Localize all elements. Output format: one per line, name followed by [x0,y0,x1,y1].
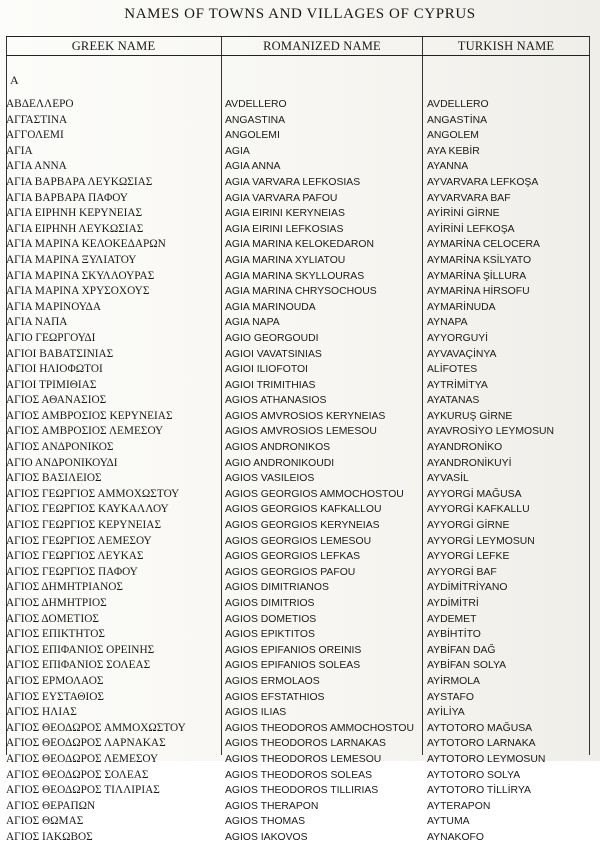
table-row [6,253,590,269]
turkish-name-cell: AYTOTORO TİLLİRYA [427,785,531,797]
greek-name-cell: ΑΓΙΟΣ ΘΕΟΔΩΡΟΣ ΤΙΛΛΙΡΙΑΣ [6,784,160,797]
turkish-name-cell: ANGASTİNA [427,114,488,126]
turkish-name-cell: AYYORGİ LEYMOSUN [427,535,535,547]
greek-name-cell: ΑΓΓΑΣΤΙΝΑ [6,113,68,126]
turkish-name-cell: AYİRMOLA [427,675,480,687]
table-row [6,191,590,207]
romanized-name-cell: AVDELLERO [225,99,287,110]
table-row [6,159,590,175]
turkish-name-cell: AYBİHTİTO [427,629,481,641]
romanized-name-cell: AGIOS ILIAS [225,707,287,719]
romanized-name-cell: AGIA MARINOUDA [225,301,316,313]
table-row [6,799,590,815]
greek-name-cell: ΑΓΙΑ ΜΑΡΙΝΑ ΧΡΥΣΟΧΟΥΣ [6,285,150,298]
table-row [6,814,590,830]
romanized-name-cell: AGIOS DIMITRIANOS [225,582,329,594]
romanized-name-cell: ANGASTINA [225,114,286,126]
romanized-name-cell: AGIA MARINA KELOKEDARON [225,239,374,251]
table-row [6,643,590,659]
table-row [6,284,590,300]
greek-name-cell: ΑΓΙΟΣ ΓΕΩΡΓΙΟΣ ΠΑΦΟΥ [6,565,138,578]
greek-name-cell: ΑΓΙΑ ΕΙΡΗΝΗ ΛΕΥΚΩΣΙΑΣ [6,222,144,235]
table-row [6,502,590,518]
greek-name-cell: ΑΓΙΑ ΒΑΡΒΑΡΑ ΠΑΦΟΥ [6,191,128,204]
table-row [6,627,590,643]
greek-name-cell: ΑΓΙΑ ΜΑΡΙΝΟΥΔΑ [6,300,101,313]
table-row [6,518,590,534]
table-row [6,705,590,721]
greek-name-cell: ΑΓΙΑ ΜΑΡΙΝΑ ΚΕΛΟΚΕΔΑΡΩΝ [6,238,166,251]
romanized-name-cell: AGIOS THEODOROS LEMESOU [225,753,382,765]
turkish-name-cell: AYYORGİ BAF [427,566,497,578]
turkish-name-cell: AYANDRONİKUYİ [427,457,512,469]
turkish-name-cell: AYNAPA [427,317,468,329]
romanized-name-cell: AGIOI VAVATSINIAS [225,348,322,360]
turkish-name-cell: ANGOLEM [427,130,479,142]
table-row [6,175,590,191]
romanized-name-cell: AGIOS THEODOROS TILLIRIAS [225,785,379,797]
greek-name-cell: ΑΓΙΟΣ ΙΑΚΩΒΟΣ [6,830,93,843]
table-row [6,331,590,347]
romanized-name-cell: AGIOS GEORGIOS PAFOU [225,566,356,578]
table-row [6,768,590,784]
romanized-name-cell: AGIA VARVARA LEFKOSIAS [225,176,361,188]
greek-name-cell: ΑΓΙΟΣ ΑΜΒΡΟΣΙΟΣ ΚΕΡΥΝΕΙΑΣ [6,409,173,422]
turkish-name-cell: AYMARİNA HİRSOFU [427,286,530,298]
column-header-greek: GREEK NAME [71,39,156,53]
turkish-name-cell: AYYORGİ LEFKE [427,551,510,563]
turkish-name-cell: AYİRİNİ GİRNE [427,208,500,220]
romanized-name-cell: AGIOS GEORGIOS LEMESOU [225,535,372,547]
greek-name-cell: ΑΓΙΟΣ ΕΡΜΟΛΑΟΣ [6,674,104,687]
table-body [6,97,590,846]
table-row [6,206,590,222]
table-row [6,736,590,752]
romanized-name-cell: AGIA MARINA CHRYSOCHOUS [225,286,377,298]
romanized-name-cell: AGIA MARINA SKYLLOURAS [225,270,365,282]
romanized-name-cell: AGIOS GEORGIOS LEFKAS [225,551,361,563]
turkish-name-cell: AVDELLERO [427,99,489,110]
table-row [6,690,590,706]
greek-name-cell: ΑΓΙΟΣ ΓΕΩΡΓΙΟΣ ΚΑΥΚΑΛΛΟΥ [6,503,169,516]
table-row [6,721,590,737]
greek-name-cell: ΑΓΙΟΣ ΕΠΙΦΑΝΙΟΣ ΣΟΛΕΑΣ [6,659,151,672]
greek-name-cell: ΑΓΙΟΣ ΒΑΣΙΛΕΙΟΣ [6,472,102,485]
turkish-name-cell: AYANNA [427,161,469,173]
turkish-name-cell: AYSTAFO [427,691,474,703]
table-row [6,565,590,581]
table-row [6,424,590,440]
table-row [6,487,590,503]
greek-name-cell: ΑΓΙΟΣ ΓΕΩΡΓΙΟΣ ΛΕΜΕΣΟΥ [6,534,152,547]
turkish-name-cell: AYA KEBİR [427,145,480,157]
greek-name-cell: ΑΓΙΟΣ ΑΘΑΝΑΣΙΟΣ [6,394,107,407]
romanized-name-cell: AGIOS THERAPON [225,800,319,812]
romanized-name-cell: AGIOS EPIFANIOS SOLEAS [225,660,361,672]
greek-name-cell: ΑΓΙΟΣ ΓΕΩΡΓΙΟΣ ΑΜΜΟΧΩΣΤΟΥ [6,487,180,500]
turkish-name-cell: ALİFOTES [427,364,478,376]
table-row [6,128,590,144]
turkish-name-cell: AYİRİNİ LEFKOŞA [427,223,515,235]
greek-name-cell: ΑΓΙΑ ΜΑΡΙΝΑ ΞΥΛΙΑΤΟΥ [6,253,137,266]
romanized-name-cell: AGIOS GEORGIOS AMMOCHOSTOU [225,488,404,500]
romanized-name-cell: AGIOS GEORGIOS KAFKALLOU [225,504,382,516]
table-row [6,471,590,487]
table-row [6,596,590,612]
greek-name-cell: ΑΓΙΟ ΓΕΩΡΓΟΥΔΙ [6,331,96,344]
turkish-name-cell: AYNAKOFO [427,831,484,843]
header-rule [6,55,590,56]
romanized-name-cell: AGIO GEORGOUDI [225,332,319,344]
greek-name-cell: ΑΓΙΟΣ ΕΠΙΚΤΗΤΟΣ [6,628,105,641]
table-row [6,362,590,378]
turkish-name-cell: AYTOTORO MAĞUSA [427,722,533,734]
greek-name-cell: ΑΓΙΑ ΜΑΡΙΝΑ ΣΚΥΛΛΟΥΡΑΣ [6,269,155,282]
turkish-name-cell: AYTERAPON [427,800,491,812]
turkish-name-cell: AYBİFAN DAĞ [427,644,496,656]
turkish-name-cell: AYBİFAN SOLYA [427,660,507,672]
turkish-name-cell: AYVAVAÇİNYA [427,348,497,360]
greek-name-cell: ΑΓΙΟΣ ΘΕΟΔΩΡΟΣ ΣΟΛΕΑΣ [6,768,149,781]
romanized-name-cell: AGIA VARVARA PAFOU [225,192,338,204]
table-row [6,222,590,238]
greek-name-cell: ΑΓΙΑ ΕΙΡΗΝΗ ΚΕΡΥΝΕΙΑΣ [6,207,143,220]
romanized-name-cell: AGIOS AMVROSIOS LEMESOU [225,426,377,438]
greek-name-cell: ΑΓΙΟΙ ΒΑΒΑΤΣΙΝΙΑΣ [6,347,114,360]
table-row [6,237,590,253]
greek-name-cell: ΑΓΙΑ ΑΝΝΑ [6,160,67,173]
greek-name-cell: ΑΓΙΟΣ ΗΛΙΑΣ [6,706,77,719]
romanized-name-cell: AGIOS ATHANASIOS [225,395,327,407]
turkish-name-cell: AYANDRONİKO [427,442,503,454]
greek-name-cell: ΑΓΙΟΣ ΓΕΩΡΓΙΟΣ ΛΕΥΚΑΣ [6,550,144,563]
table-row [6,409,590,425]
column-header-romanized: ROMANIZED NAME [263,39,381,53]
table-row [6,113,590,129]
greek-name-cell: ΑΓΙΑ ΒΑΡΒΑΡΑ ΛΕΥΚΩΣΙΑΣ [6,175,153,188]
turkish-name-cell: AYYORGİ MAĞUSA [427,488,522,500]
greek-name-cell: ΑΓΙΑ [6,144,33,157]
romanized-name-cell: AGIOS THOMAS [225,816,306,828]
romanized-name-cell: AGIOS THEODOROS SOLEAS [225,769,373,781]
romanized-name-cell: AGIOI TRIMITHIAS [225,379,316,391]
romanized-name-cell: AGIOS DOMETIOS [225,613,317,625]
turkish-name-cell: AYMARİNUDA [427,301,496,313]
table-row [6,97,590,113]
column-header-turkish: TURKISH NAME [457,39,555,53]
greek-name-cell: ΑΓΙΟΙ ΗΛΙΟΦΩΤΟΙ [6,363,103,376]
table-row [6,612,590,628]
romanized-name-cell: AGIO ANDRONIKOUDI [225,457,335,469]
turkish-name-cell: AYMARİNA KSİLYATO [427,254,532,266]
romanized-name-cell: AGIA MARINA XYLIATOU [225,254,346,266]
romanized-name-cell: AGIOS ERMOLAOS [225,675,320,687]
greek-name-cell: ΑΒΔΕΛΛΕΡΟ [6,98,74,110]
greek-name-cell: ΑΓΙΟΣ ΘΕΡΑΠΩΝ [6,799,96,812]
greek-name-cell: ΑΓΙΟ ΑΝΔΡΟΝΙΚΟΥΔΙ [6,456,118,469]
table-row [6,580,590,596]
romanized-name-cell: AGIOS EFSTATHIOS [225,691,325,703]
table-row [6,783,590,799]
turkish-name-cell: AYDİMİTRİ [427,598,479,609]
greek-name-cell: ΑΓΙΟΣ ΕΥΣΤΑΘΙΟΣ [6,690,104,703]
turkish-name-cell: AYDİMİTRİYANO [427,582,508,594]
romanized-name-cell: AGIA EIRINI KERYNEIAS [225,208,345,220]
romanized-name-cell: AGIOS ANDRONIKOS [225,442,331,454]
romanized-name-cell: AGIOS DIMITRIOS [225,598,315,609]
table-row [6,752,590,768]
turkish-name-cell: AYVASİL [427,473,469,485]
turkish-name-cell: AYATANAS [427,395,480,407]
greek-name-cell: ΑΓΙΑ ΝΑΠΑ [6,316,68,329]
turkish-name-cell: AYYORGİ KAFKALLU [427,504,530,516]
table-row [6,269,590,285]
greek-name-cell: ΑΓΓΟΛΕΜΙ [6,129,64,142]
greek-name-cell: ΑΓΙΟΣ ΘΩΜΑΣ [6,815,84,828]
greek-name-cell: ΑΓΙΟΣ ΘΕΟΔΩΡΟΣ ΑΜΜΟΧΩΣΤΟΥ [6,721,186,734]
turkish-name-cell: AYVARVARA BAF [427,192,511,204]
table-row [6,534,590,550]
romanized-name-cell: AGIA ANNA [225,161,281,173]
turkish-name-cell: AYYORGUYİ [427,332,489,344]
turkish-name-cell: AYTOTORO SOLYA [427,769,521,781]
greek-name-cell: ΑΓΙΟΣ ΘΕΟΔΩΡΟΣ ΛΑΡΝΑΚΑΣ [6,737,166,750]
turkish-name-cell: AYTOTORO LEYMOSUN [427,753,546,765]
table-row [6,658,590,674]
greek-name-cell: ΑΓΙΟΣ ΔΗΜΗΤΡΙΟΣ [6,597,107,609]
turkish-name-cell: AYAVROSİYO LEYMOSUN [427,426,555,438]
table-row [6,549,590,565]
romanized-name-cell: AGIA [225,145,250,157]
greek-name-cell: ΑΓΙΟΣ ΑΜΒΡΟΣΙΟΣ ΛΕΜΕΣΟΥ [6,425,164,438]
turkish-name-cell: AYVARVARA LEFKOŞA [427,176,539,188]
table-row [6,315,590,331]
turkish-name-cell: AYTRİMİTYA [427,379,488,391]
romanized-name-cell: AGIA EIRINI LEFKOSIAS [225,223,344,235]
romanized-name-cell: AGIOS AMVROSIOS KERYNEIAS [225,410,386,422]
greek-name-cell: ΑΓΙΟΣ ΓΕΩΡΓΙΟΣ ΚΕΡΥΝΕΙΑΣ [6,519,162,532]
turkish-name-cell: AYKURUŞ GİRNE [427,410,513,422]
greek-name-cell: ΑΓΙΟΣ ΕΠΙΦΑΝΙΟΣ ΟΡΕΙΝΗΣ [6,643,155,656]
names-table [6,36,590,843]
turkish-name-cell: AYTUMA [427,816,470,828]
table-row [6,440,590,456]
greek-name-cell: ΑΓΙΟΣ ΔΟΜΕΤΙΟΣ [6,612,99,625]
romanized-name-cell: AGIOS THEODOROS AMMOCHOSTOU [225,722,414,734]
romanized-name-cell: AGIOS EPIKTITOS [225,629,315,641]
table-row [6,393,590,409]
romanized-name-cell: AGIOS THEODOROS LARNAKAS [225,738,386,750]
greek-name-cell: ΑΓΙΟΙ ΤΡΙΜΙΘΙΑΣ [6,378,97,391]
page-title: NAMES OF TOWNS AND VILLAGES OF CYPRUS [124,6,476,22]
table-row [6,456,590,472]
romanized-name-cell: AGIA NAPA [225,317,280,329]
romanized-name-cell: ANGOLEMI [225,130,280,142]
turkish-name-cell: AYMARİNA ŞİLLURA [427,270,527,282]
table-row [6,674,590,690]
romanized-name-cell: AGIOS EPIFANIOS OREINIS [225,644,362,656]
romanized-name-cell: AGIOS IAKOVOS [225,831,308,843]
greek-name-cell: ΑΓΙΟΣ ΘΕΟΔΩΡΟΣ ΛΕΜΕΣΟΥ [6,752,159,765]
turkish-name-cell: AYYORGİ GİRNE [427,520,510,532]
table-row [6,347,590,363]
romanized-name-cell: AGIOS GEORGIOS KERYNEIAS [225,520,380,532]
table-row [6,378,590,394]
turkish-name-cell: AYTOTORO LARNAKA [427,738,536,750]
table-row [6,830,590,846]
turkish-name-cell: AYİLİYA [427,707,465,719]
turkish-name-cell: AYMARİNA CELOCERA [427,239,540,251]
table-row [6,144,590,160]
greek-name-cell: ΑΓΙΟΣ ΔΗΜΗΤΡΙΑΝΟΣ [6,581,124,594]
turkish-name-cell: AYDEMET [427,613,477,625]
romanized-name-cell: AGIOI ILIOFOTOI [225,364,308,376]
romanized-name-cell: AGIOS VASILEIOS [225,473,315,485]
table-row [6,300,590,316]
greek-name-cell: ΑΓΙΟΣ ΑΝΔΡΟΝΙΚΟΣ [6,441,114,454]
section-letter: A [10,73,19,87]
